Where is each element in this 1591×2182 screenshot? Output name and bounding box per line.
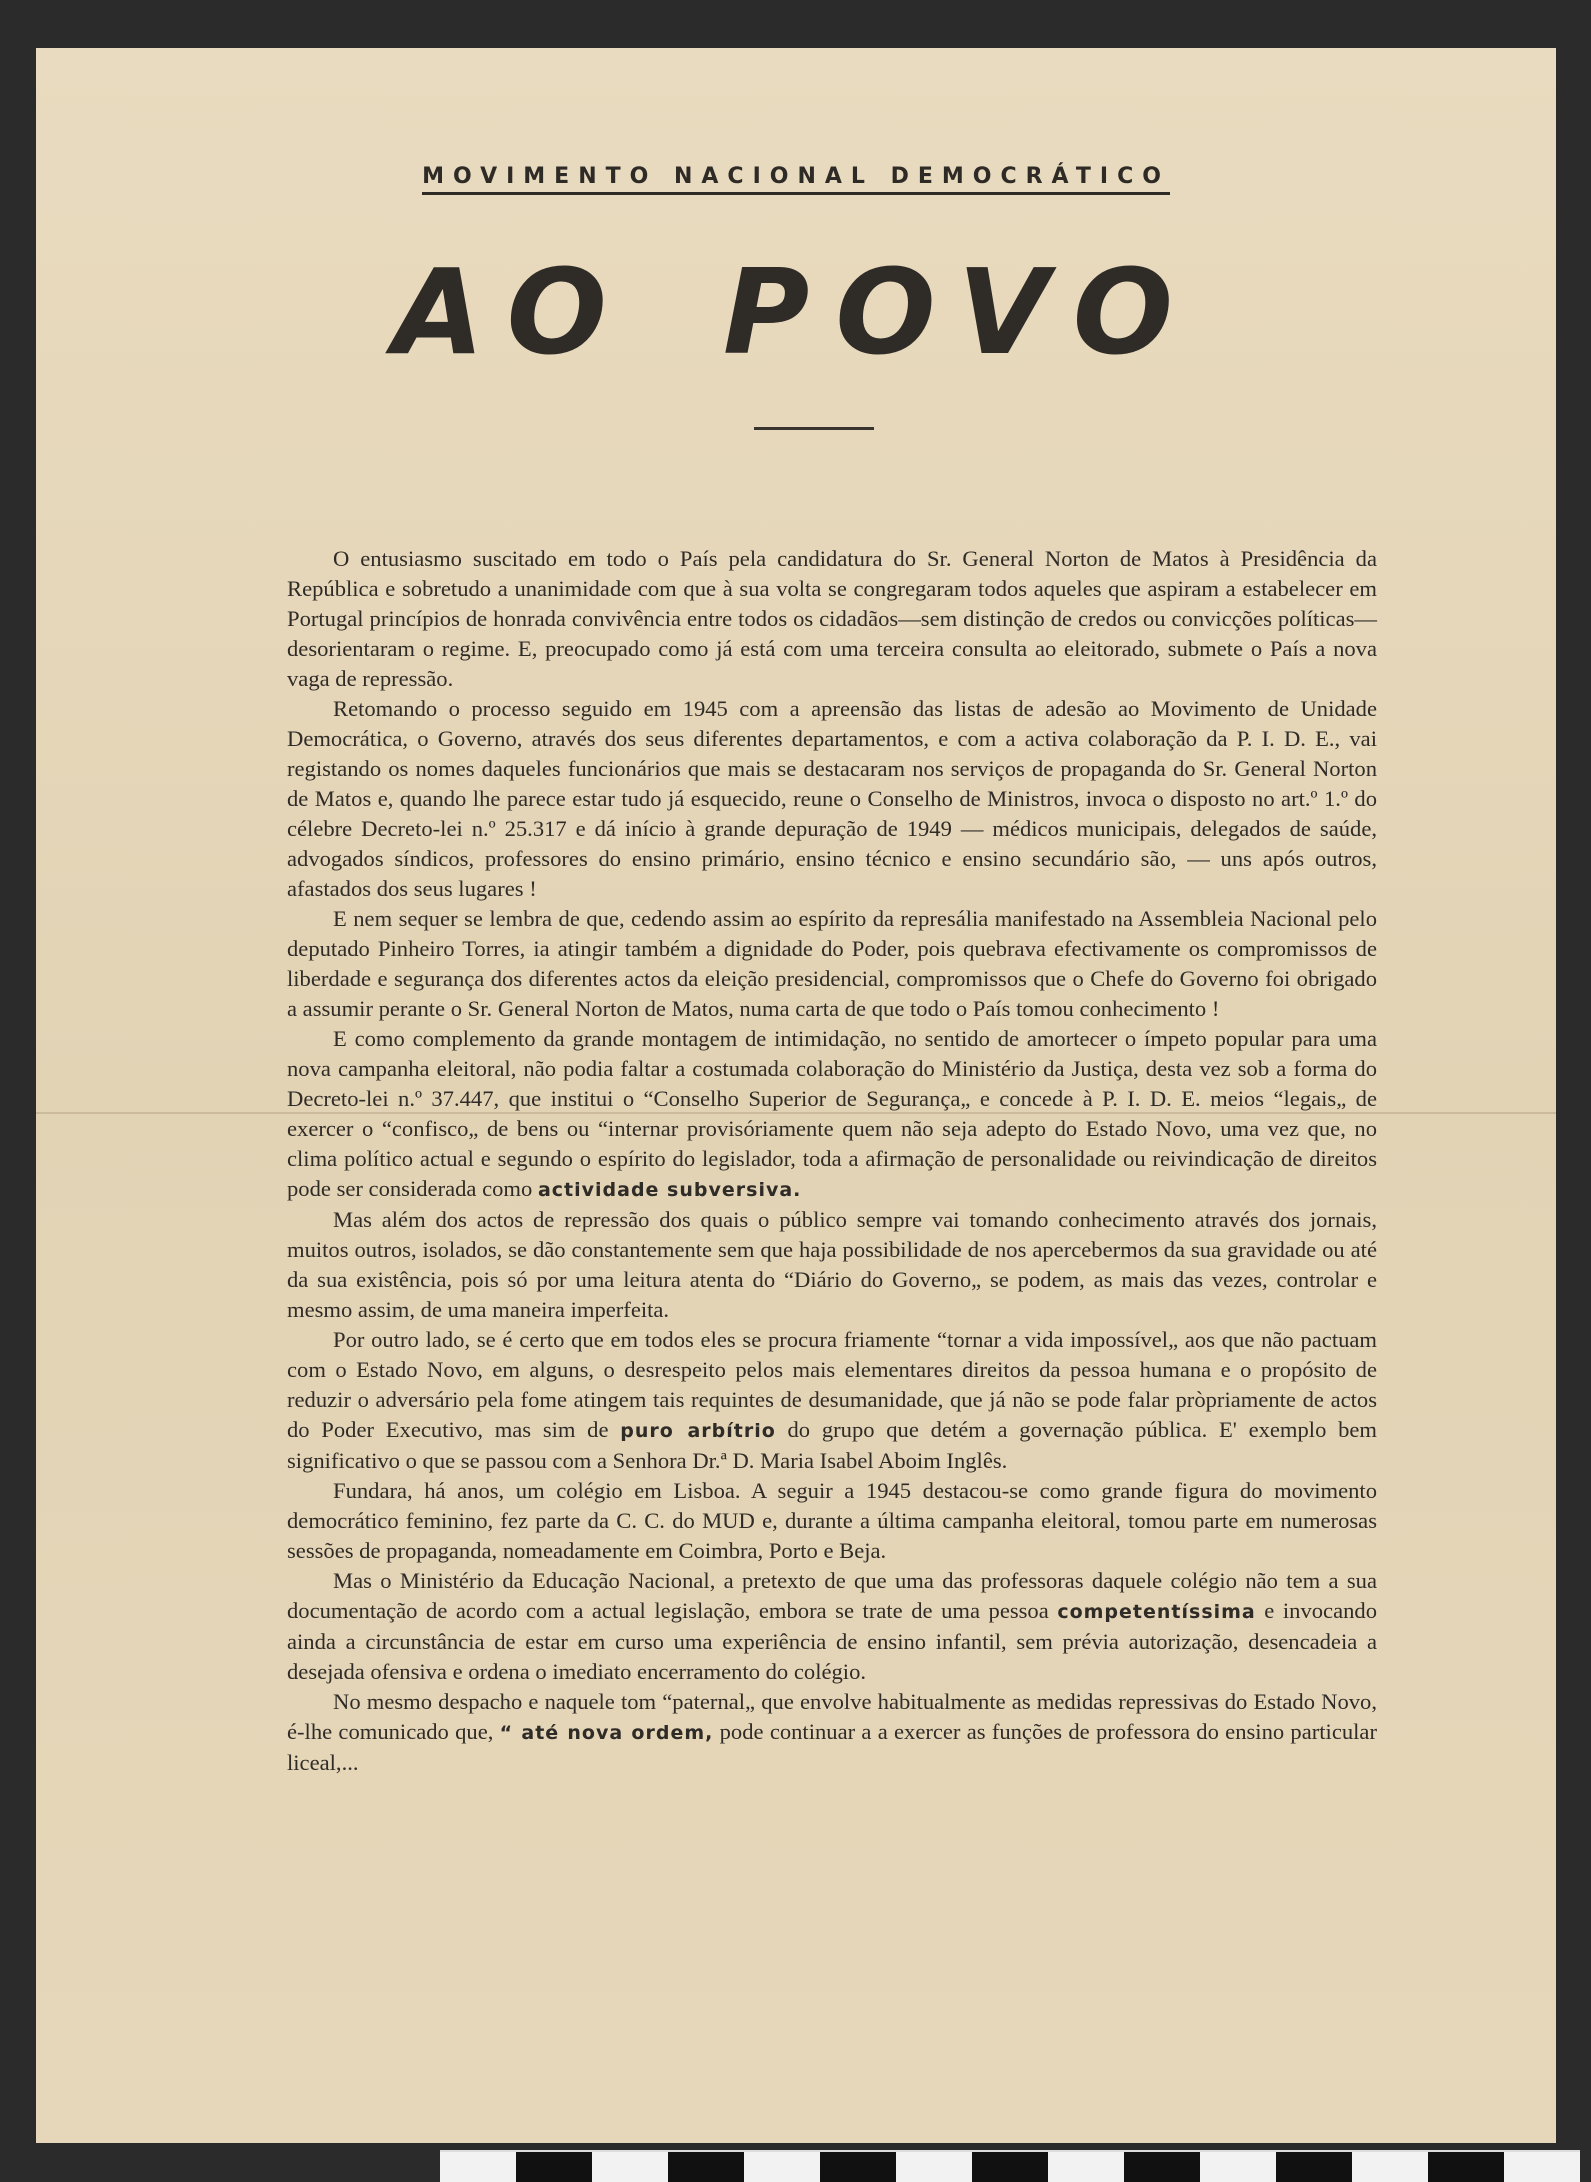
body-text <box>287 544 1377 1778</box>
paragraph-6: Por outro lado, se é certo que em todos eles se procura friamente “tornar a vida impossível„ aos que não pactuam com o Estado Novo, em alguns, o desrespeito pelos mais elementares direitos da pessoa humana e o propósito de reduzir o adversário pela fome atingem tais requintes de desumanidade, que já não se pode falar pròpriamente de actos do Poder Executivo, mas sim de puro arbítrio do grupo que detém a governação pública. E' exemplo bem significativo o que se passou com a Senhora Dr.ª D. Maria Isabel Aboim Inglês. <box>287 1327 1377 1473</box>
emphasis-actividade-subversiva: actividade subversiva. <box>537 1179 802 1201</box>
page-title <box>36 243 1556 381</box>
paragraph-1: O entusiasmo suscitado em todo o País pela candidatura do Sr. General Norton de Matos à Presidência da República e sobretudo a unanimidade com que à sua volta se congregaram todos aqueles que aspiram a estabelecer em Portugal princípios de honrada convivência entre todos os cidadãos—sem distinção de credos ou convicções políticas—desorientaram o regime. E, preocupado como já está com uma terceira consulta ao eleitorado, submete o País a nova vaga de repressão. <box>287 546 1377 691</box>
paragraph-5: Mas além dos actos de repressão dos quais o público sempre vai tomando conhecimento através dos jornais, muitos outros, isolados, se dão constantemente sem que haja possibilidade de nos apercebermos da sua gravidade ou até da sua existência, pois só por uma leitura atenta do “Diário do Governo„ se podem, as mais das vezes, controlar e mesmo assim, de uma maneira imperfeita. <box>287 1207 1377 1322</box>
emphasis-competentissima: competentíssima <box>1057 1601 1256 1623</box>
title-word-povo: POVO <box>722 243 1200 381</box>
title-word-ao: AO <box>392 243 633 381</box>
organization-header <box>36 164 1556 189</box>
paragraph-7: Fundara, há anos, um colégio em Lisboa. A seguir a 1945 destacou-se como grande figura do movimento democrático feminino, fez parte da C. C. do MUD e, durante a última campanha eleitoral, tomou parte em numerosas sessões de propaganda, nomeadamente em Coimbra, Porto e Beja. <box>287 1478 1377 1563</box>
paragraph-2: Retomando o processo seguido em 1945 com a apreensão das listas de adesão ao Movimento de Unidade Democrática, o Governo, através dos seus diferentes departamentos, e com a activa colaboração da P. I. D. E., vai registando os nomes daqueles funcionários que mais se destacaram nos serviços de propaganda do Sr. General Norton de Matos e, quando lhe parece estar tudo já esquecido, reune o Conselho de Ministros, invoca o disposto no art.º 1.º do célebre Decreto-lei n.º 25.317 e dá início à grande depuração de 1949 — médicos municipais, delegados de saúde, advogados síndicos, professores do ensino primário, ensino técnico e ensino secundário são, — uns após outros, afastados dos seus lugares ! <box>287 696 1377 901</box>
paragraph-3: E nem sequer se lembra de que, cedendo assim ao espírito da represália manifestado na Assembleia Nacional pelo deputado Pinheiro Torres, ia atingir também a dignidade do Poder, pois quebrava efectivamente os compromissos de liberdade e segurança dos diferentes actos da eleição presidencial, compromissos que o Chefe do Governo foi obrigado a assumir perante o Sr. General Norton de Matos, numa carta de que todo o País tomou conhecimento ! <box>287 906 1377 1021</box>
paragraph-8: Mas o Ministério da Educação Nacional, a pretexto de que uma das professoras daquele colégio não tem a sua documentação de acordo com a actual legislação, embora se trate de uma pessoa competentíssima e invocando ainda a circunstância de estar em curso uma experiência de ensino infantil, sem prévia autorização, desencadeia a desejada ofensiva e ordena o imediato encerramento do colégio. <box>287 1568 1377 1684</box>
organization-name: MOVIMENTO NACIONAL DEMOCRÁTICO <box>422 164 1170 195</box>
scale-ruler <box>440 2150 1580 2182</box>
emphasis-ate-nova-ordem: “ até nova ordem, <box>499 1722 714 1744</box>
emphasis-puro-arbitrio: puro arbítrio <box>620 1420 776 1442</box>
paragraph-4: E como complemento da grande montagem de intimidação, no sentido de amortecer o ímpeto popular para uma nova campanha eleitoral, não podia faltar a costumada colaboração do Ministério da Justiça, desta vez sob a forma do Decreto-lei n.º 37.447, que institui o “Conselho Superior de Segurança„ e concede à P. I. D. E. meios “legais„ de exercer o “confisco„ de bens ou “internar provisóriamente quem não seja adepto do Estado Novo, uma vez que, no clima político actual e segundo o espírito do legislador, toda a afirmação de personalidade ou reivindicação de direitos pode ser considerada como actividade subversiva. <box>287 1026 1377 1201</box>
paragraph-9: No mesmo despacho e naquele tom “paternal„ que envolve habitualmente as medidas repressivas do Estado Novo, é-lhe comunicado que, “ até nova ordem, pode continuar a a exercer as funções de professora do ensino particular liceal,... <box>287 1689 1377 1775</box>
leaflet-page <box>36 48 1556 2143</box>
title-divider <box>754 427 874 430</box>
